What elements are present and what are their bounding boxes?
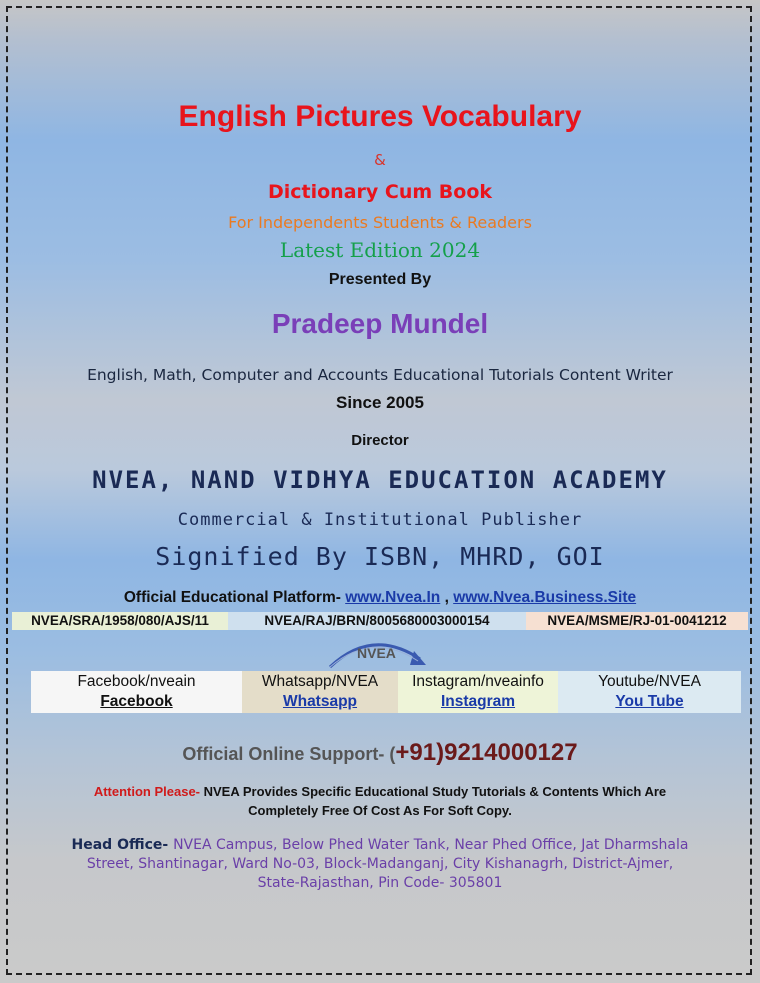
support-label: Official Online Support- (	[182, 744, 396, 764]
facebook-handle: Facebook/nveain	[77, 673, 196, 690]
instagram-handle: Instagram/nveainfo	[412, 673, 544, 690]
office-line-1: NVEA Campus, Below Phed Water Tank, Near Phed Office, Jat Dharmshala	[173, 837, 689, 853]
attention-line-2: Completely Free Of Cost As For Soft Copy.	[248, 803, 512, 818]
head-office-label: Head Office-	[71, 837, 174, 853]
social-youtube	[558, 671, 741, 713]
youtube-link[interactable]: You Tube	[615, 693, 684, 710]
head-office-address	[0, 836, 760, 893]
youtube-handle: Youtube/NVEA	[598, 673, 701, 690]
academy-name: NVEA, NAND VIDHYA EDUCATION ACADEMY	[92, 466, 668, 494]
edition-line: Latest Edition 2024	[279, 238, 481, 262]
author-role: English, Math, Computer and Accounts Educational Tutorials Content Writer	[87, 366, 673, 384]
director-label: Director	[351, 432, 409, 449]
whatsapp-handle: Whatsapp/NVEA	[261, 673, 379, 690]
audience-line: For Independents Students & Readers	[228, 213, 532, 232]
facebook-link[interactable]: Facebook	[100, 693, 173, 710]
support-line	[0, 739, 760, 767]
registration-sra: NVEA/SRA/1958/080/AJS/11	[12, 612, 228, 630]
attention-line-1: NVEA Provides Specific Educational Study Tutorials & Contents Which Are	[203, 784, 667, 799]
presented-by: Presented By	[328, 271, 432, 288]
nvea-business-link[interactable]: www.Nvea.Business.Site	[453, 589, 637, 606]
registration-brn: NVEA/RAJ/BRN/8005680003000154	[228, 612, 526, 630]
platform-separator: ,	[440, 589, 454, 606]
publisher-line: Commercial & Institutional Publisher	[177, 510, 583, 530]
office-line-3: State-Rajasthan, Pin Code- 305801	[257, 875, 503, 891]
instagram-link[interactable]: Instagram	[440, 693, 516, 710]
whatsapp-link[interactable]: Whatsapp	[282, 693, 358, 710]
since-year: Since 2005	[336, 393, 424, 412]
book-subtitle: Dictionary Cum Book	[267, 181, 493, 203]
social-instagram	[398, 671, 558, 713]
nvea-badge: NVEA	[357, 645, 396, 661]
support-phone: +91)9214000127	[395, 739, 578, 766]
office-line-2: Street, Shantinagar, Ward No-03, Block-Madanganj, City Kishanagrh, District-Ajmer,	[86, 856, 674, 872]
attention-label: Attention Please-	[93, 784, 204, 799]
signified-line: Signified By ISBN, MHRD, GOI	[155, 542, 605, 571]
platform-label: Official Educational Platform-	[123, 589, 346, 606]
nvea-website-link[interactable]: www.Nvea.In	[345, 589, 441, 606]
social-whatsapp	[242, 671, 398, 713]
social-facebook	[31, 671, 242, 713]
book-title: English Pictures Vocabulary	[178, 100, 582, 133]
attention-notice	[0, 782, 760, 820]
registration-msme: NVEA/MSME/RJ-01-0041212	[526, 612, 748, 630]
platform-line	[0, 589, 760, 607]
author-name: Pradeep Mundel	[271, 308, 489, 339]
ampersand: &	[374, 151, 386, 169]
